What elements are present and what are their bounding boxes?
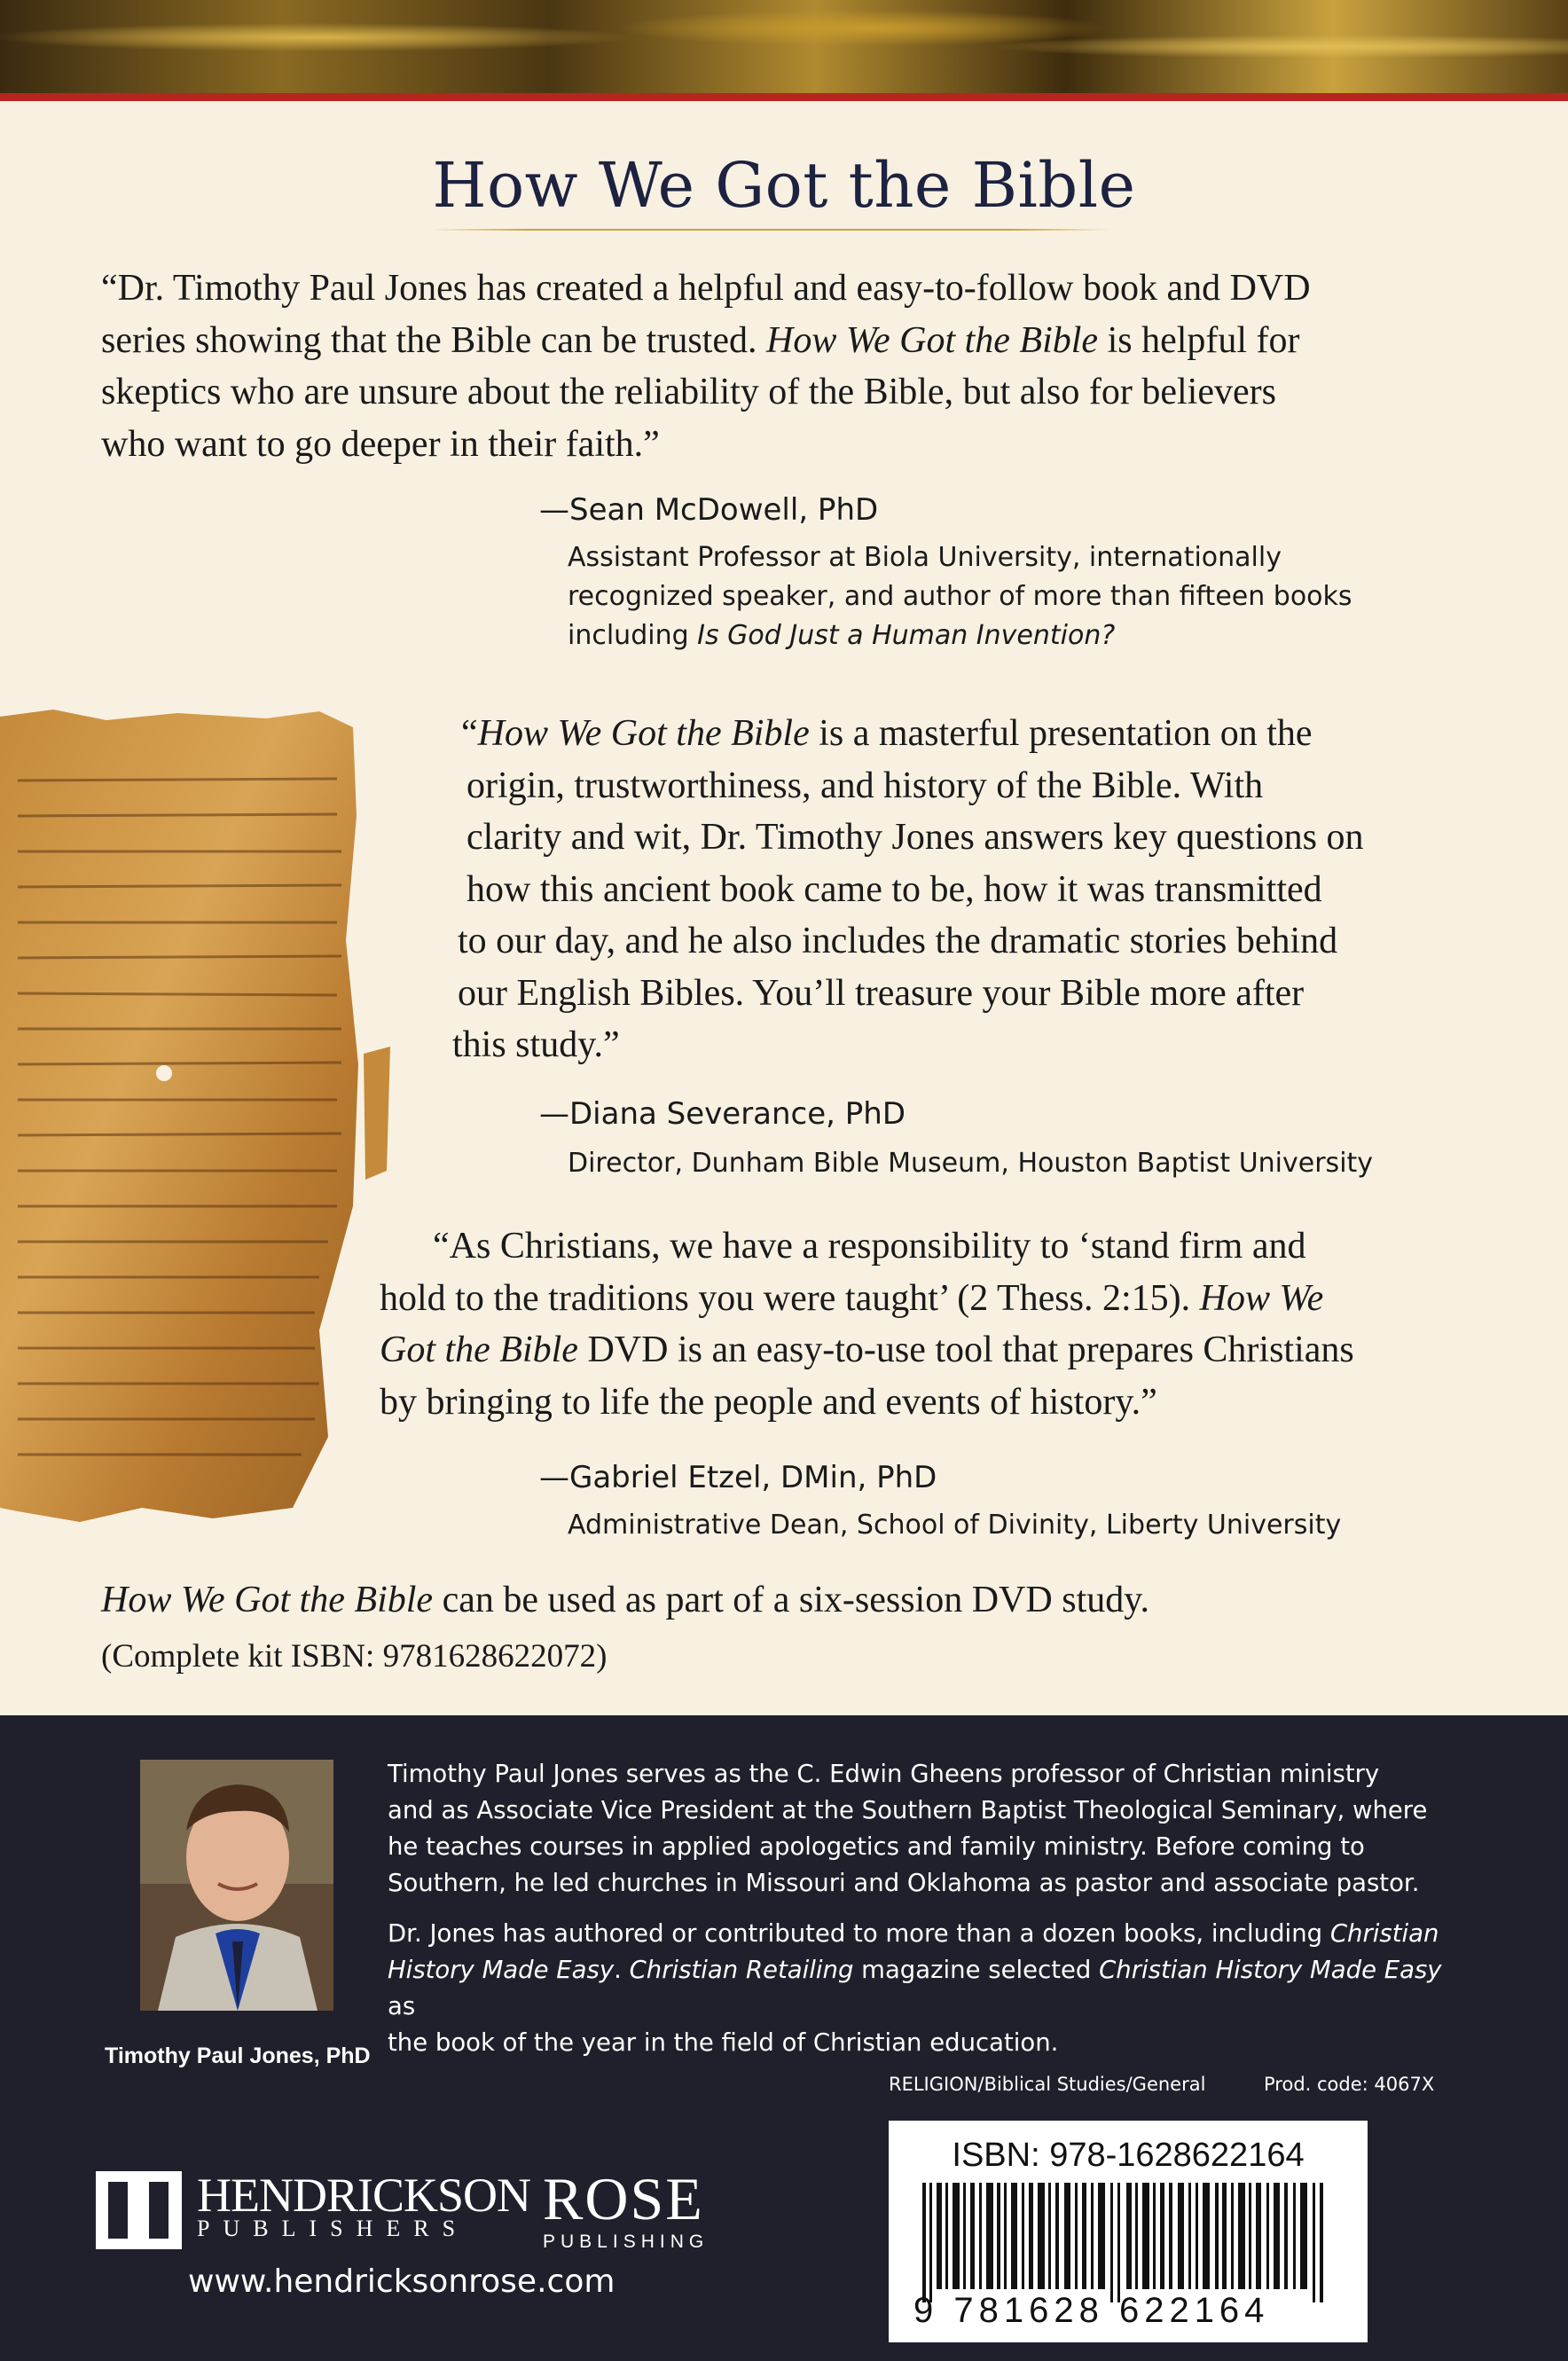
quote-3-author-desc: Administrative Dean, School of Divinity, Liberty University xyxy=(568,1510,1342,1541)
product-code: Prod. code: 4067X xyxy=(1264,2074,1435,2095)
quote-2-line: origin, trustworthiness, and history of the Bible. With xyxy=(466,765,1264,806)
quote-2-line: to our day, and he also includes the dramatic stories behind xyxy=(458,921,1338,961)
category-label: RELIGION/Biblical Studies/General xyxy=(889,2074,1206,2095)
isbn-barcode xyxy=(889,2121,1368,2342)
quote-3-book-title-cont: Got the Bible xyxy=(380,1330,578,1370)
barcode-bars xyxy=(922,2183,1339,2307)
quote-2-line: how this ancient book came to be, how it was transmitted xyxy=(466,868,1322,910)
rose-name: ROSE xyxy=(543,2165,704,2232)
author-photo-caption: Timothy Paul Jones, PhD xyxy=(105,2043,371,2068)
quote-3-line: by bringing to life the people and events of history.” xyxy=(380,1381,1157,1423)
quote-3-line: “As Christians, we have a responsibility to ‘stand firm and xyxy=(433,1226,1306,1267)
quote-1-book-title: How We Got the Bible xyxy=(766,319,1099,361)
title-underline xyxy=(428,229,1111,231)
page-title: How We Got the Bible xyxy=(432,149,1136,222)
quote-3-line: hold to the traditions you were taught’ (2 Thess. 2:15). How We xyxy=(380,1277,1324,1319)
quote-2-book-title: How We Got the Bible xyxy=(477,713,810,754)
hendrickson-h-logo-icon xyxy=(96,2171,182,2249)
author-bio-1: Timothy Paul Jones serves as the C. Edwin Gheens professor of Christian ministry and as Associate Vice President at the Southern Baptist Theological Seminary, where he teaches courses in applied apologetics and family ministry. Before coming to Southern, he led churches in Missouri and Oklahoma as pastor and associate pastor. xyxy=(388,1760,1428,1897)
closing-book-title: How We Got the Bible xyxy=(101,1580,434,1620)
quote-2 xyxy=(452,708,1543,1071)
closing-line: How We Got the Bible can be used as part of a six-session DVD study. xyxy=(101,1580,1150,1620)
barcode-digits: 9 781628 622164 xyxy=(913,2291,1270,2330)
gold-texture-band xyxy=(0,0,1568,93)
quote-1 xyxy=(101,263,1502,470)
quote-1-line: series showing that the Bible can be trusted. How We Got the Bible is helpful for xyxy=(101,319,1300,361)
ancient-scroll-image xyxy=(0,710,390,1526)
quote-2-line: clarity and wit, Dr. Timothy Jones answers key questions on xyxy=(466,817,1364,858)
isbn-label: ISBN: 978-1628622164 xyxy=(952,2137,1305,2174)
quote-1-line: “Dr. Timothy Paul Jones has created a helpful and easy-to-follow book and DVD xyxy=(101,268,1311,309)
quote-1-author-desc: Assistant Professor at Biola University, internationally recognized speaker, and author of more than fifteen books including Is God Just a Human Invention? xyxy=(568,542,1352,651)
hendrickson-publishers: PUBLISHERS xyxy=(197,2216,469,2241)
author-photo xyxy=(140,1760,333,2011)
quote-1-desc-book: Is God Just a Human Invention? xyxy=(697,620,1116,651)
quote-2-line: “How We Got the Bible is a masterful presentation on the xyxy=(461,713,1313,754)
hendrickson-name: HENDRICKSON xyxy=(197,2169,531,2222)
quote-2-author: —Diana Severance, PhD xyxy=(539,1096,906,1132)
red-divider xyxy=(0,93,1568,101)
author-bio-2: Dr. Jones has authored or contributed to more than a dozen books, including Christian History Made Easy. Christian Retailing magazine selected Christian History Made Easy as the book of the year in the field of Christian education. xyxy=(388,1919,1442,2057)
quote-3-line: Got the Bible DVD is an easy-to-use tool that prepares Christians xyxy=(380,1330,1354,1370)
quote-1-line: who want to go deeper in their faith.” xyxy=(101,423,660,465)
quote-1-author: —Sean McDowell, PhD xyxy=(539,492,879,528)
quote-3 xyxy=(380,1220,1533,1428)
quote-2-line: this study.” xyxy=(452,1024,620,1065)
quote-1-line: skeptics who are unsure about the reliability of the Bible, but also for believers xyxy=(101,372,1276,412)
quote-3-book-title: How We xyxy=(1199,1277,1324,1319)
quote-2-line: our English Bibles. You’ll treasure your Bible more after xyxy=(458,972,1305,1014)
quote-3-author: —Gabriel Etzel, DMin, PhD xyxy=(539,1460,937,1495)
complete-kit-isbn: (Complete kit ISBN: 9781628622072) xyxy=(101,1638,608,1675)
rose-publishing: PUBLISHING xyxy=(543,2232,710,2252)
publisher-website[interactable]: www.hendricksonrose.com xyxy=(188,2263,615,2300)
quote-2-author-desc: Director, Dunham Bible Museum, Houston Baptist University xyxy=(568,1148,1374,1179)
